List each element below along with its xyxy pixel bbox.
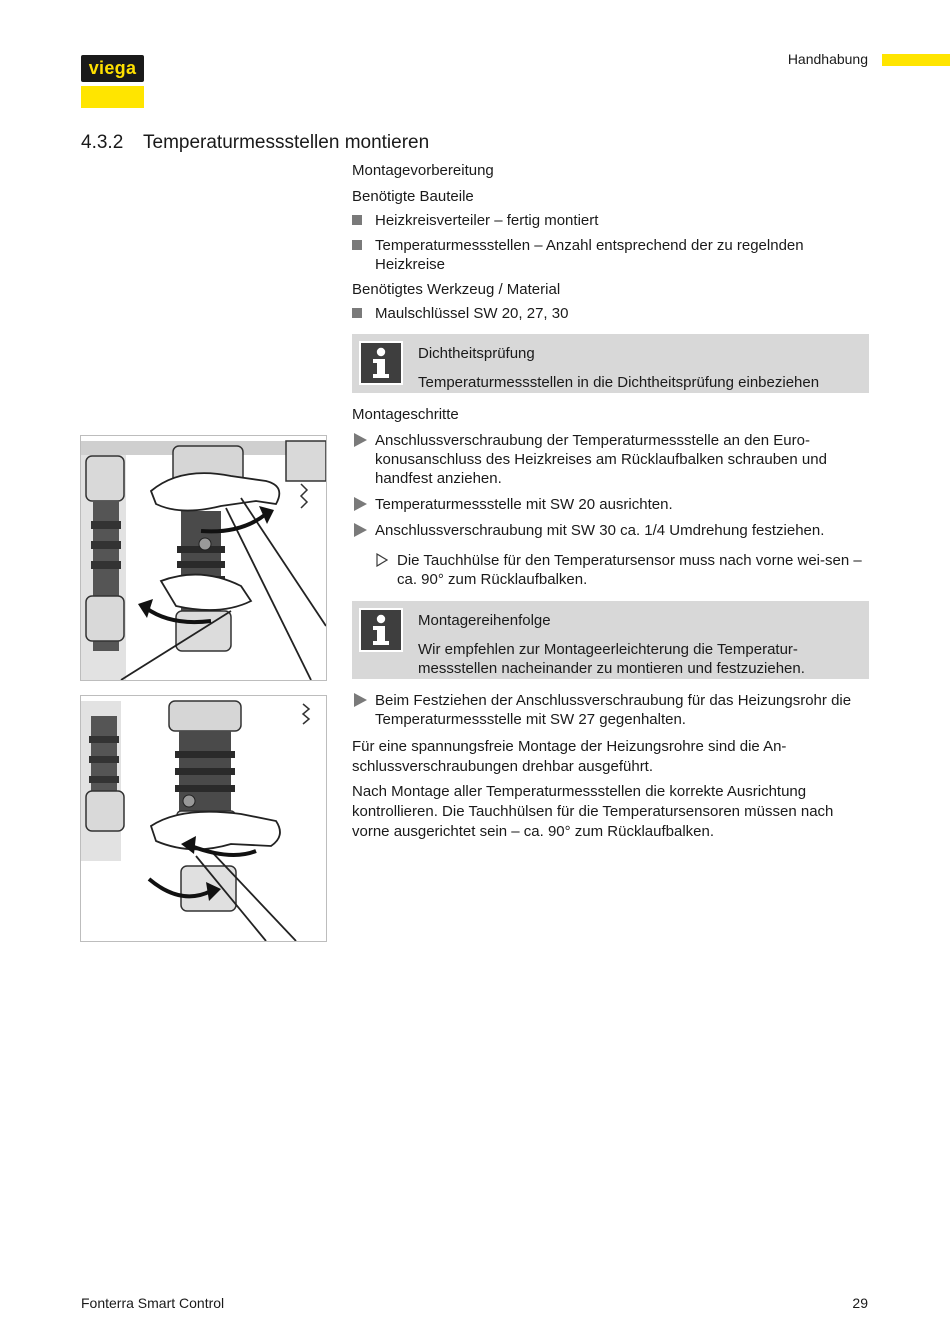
info-body: Temperaturmessstellen in die Dichtheitsprüfung einbeziehen xyxy=(418,374,820,391)
bullet-square xyxy=(352,308,362,318)
step-item: Temperaturmessstelle mit SW 20 ausrichten. xyxy=(375,496,673,513)
parts-item: Temperaturmessstellen – Anzahl entsprechend der zu regelnden Heizkreise xyxy=(375,237,804,273)
viega-logo-text: viega xyxy=(88,58,137,78)
info-icon xyxy=(359,341,403,385)
figure-wrench-step2 xyxy=(80,695,327,942)
paragraph: Nach Montage aller Temperaturmessstellen die korrekte Ausrichtung kontrollieren. Die Tauchhülsen für die Temperatursensoren müssen nach vorne ausgerichtet sein – ca. 90° zum Rücklaufbalken. xyxy=(352,783,834,840)
info-box-dichtheit xyxy=(352,334,869,393)
parts-item: Heizkreisverteiler – fertig montiert xyxy=(375,212,599,229)
tools-item: Maulschlüssel SW 20, 27, 30 xyxy=(375,305,569,322)
step-item: Anschlussverschraubung der Temperaturmessstelle an den Euro-konusanschluss des Heizkreises am Rücklaufbalken schrauben und handfest anziehen. xyxy=(375,432,827,487)
footer-product: Fonterra Smart Control xyxy=(81,1295,225,1311)
info-title: Dichtheitsprüfung xyxy=(418,345,535,362)
tools-title: Benötigtes Werkzeug / Material xyxy=(352,281,561,298)
steps-title: Montageschritte xyxy=(352,406,459,423)
info-title: Montagereihenfolge xyxy=(418,612,551,629)
info-body: Wir empfehlen zur Montageerleichterung die Temperatur-messstellen nacheinander zu montieren und festzuziehen. xyxy=(418,641,805,677)
paragraph: Für eine spannungsfreie Montage der Heizungsrohre sind die An-schlussverschraubungen drehbar ausgeführt. xyxy=(352,738,787,775)
step-arrow-icon xyxy=(354,497,367,511)
info-icon xyxy=(359,608,403,652)
parts-title: Benötigte Bauteile xyxy=(352,188,474,205)
step-arrow-icon xyxy=(354,433,367,447)
section-heading xyxy=(81,132,429,154)
bullet-square xyxy=(352,215,362,225)
wrench-illustration-1 xyxy=(81,436,326,680)
figure-wrench-step1 xyxy=(80,435,327,681)
heading-title: Temperaturmessstellen montieren xyxy=(143,132,430,153)
bullet-square xyxy=(352,240,362,250)
step-result: Die Tauchhülse für den Temperatursensor muss nach vorne wei-sen – ca. 90° zum Rücklaufbalken. xyxy=(397,552,862,588)
info-box-montagereihenfolge xyxy=(352,601,869,679)
preparation-title: Montagevorbereitung xyxy=(352,162,494,179)
logo-yellow-bar xyxy=(81,86,144,108)
footer-page-number: 29 xyxy=(852,1295,868,1311)
step-arrow-icon xyxy=(354,523,367,537)
heading-number: 4.3.2 xyxy=(81,132,124,153)
wrench-illustration-2 xyxy=(81,696,326,941)
result-arrow-icon xyxy=(376,553,388,567)
section-yellow-bar xyxy=(882,54,950,66)
step-arrow-icon xyxy=(354,693,367,707)
step-item: Anschlussverschraubung mit SW 30 ca. 1/4 Umdrehung festziehen. xyxy=(375,522,825,539)
section-label: Handhabung xyxy=(787,51,868,67)
step-item: Beim Festziehen der Anschlussverschraubung für das Heizungsrohr die Temperaturmessstelle mit SW 27 gegenhalten. xyxy=(375,692,852,728)
